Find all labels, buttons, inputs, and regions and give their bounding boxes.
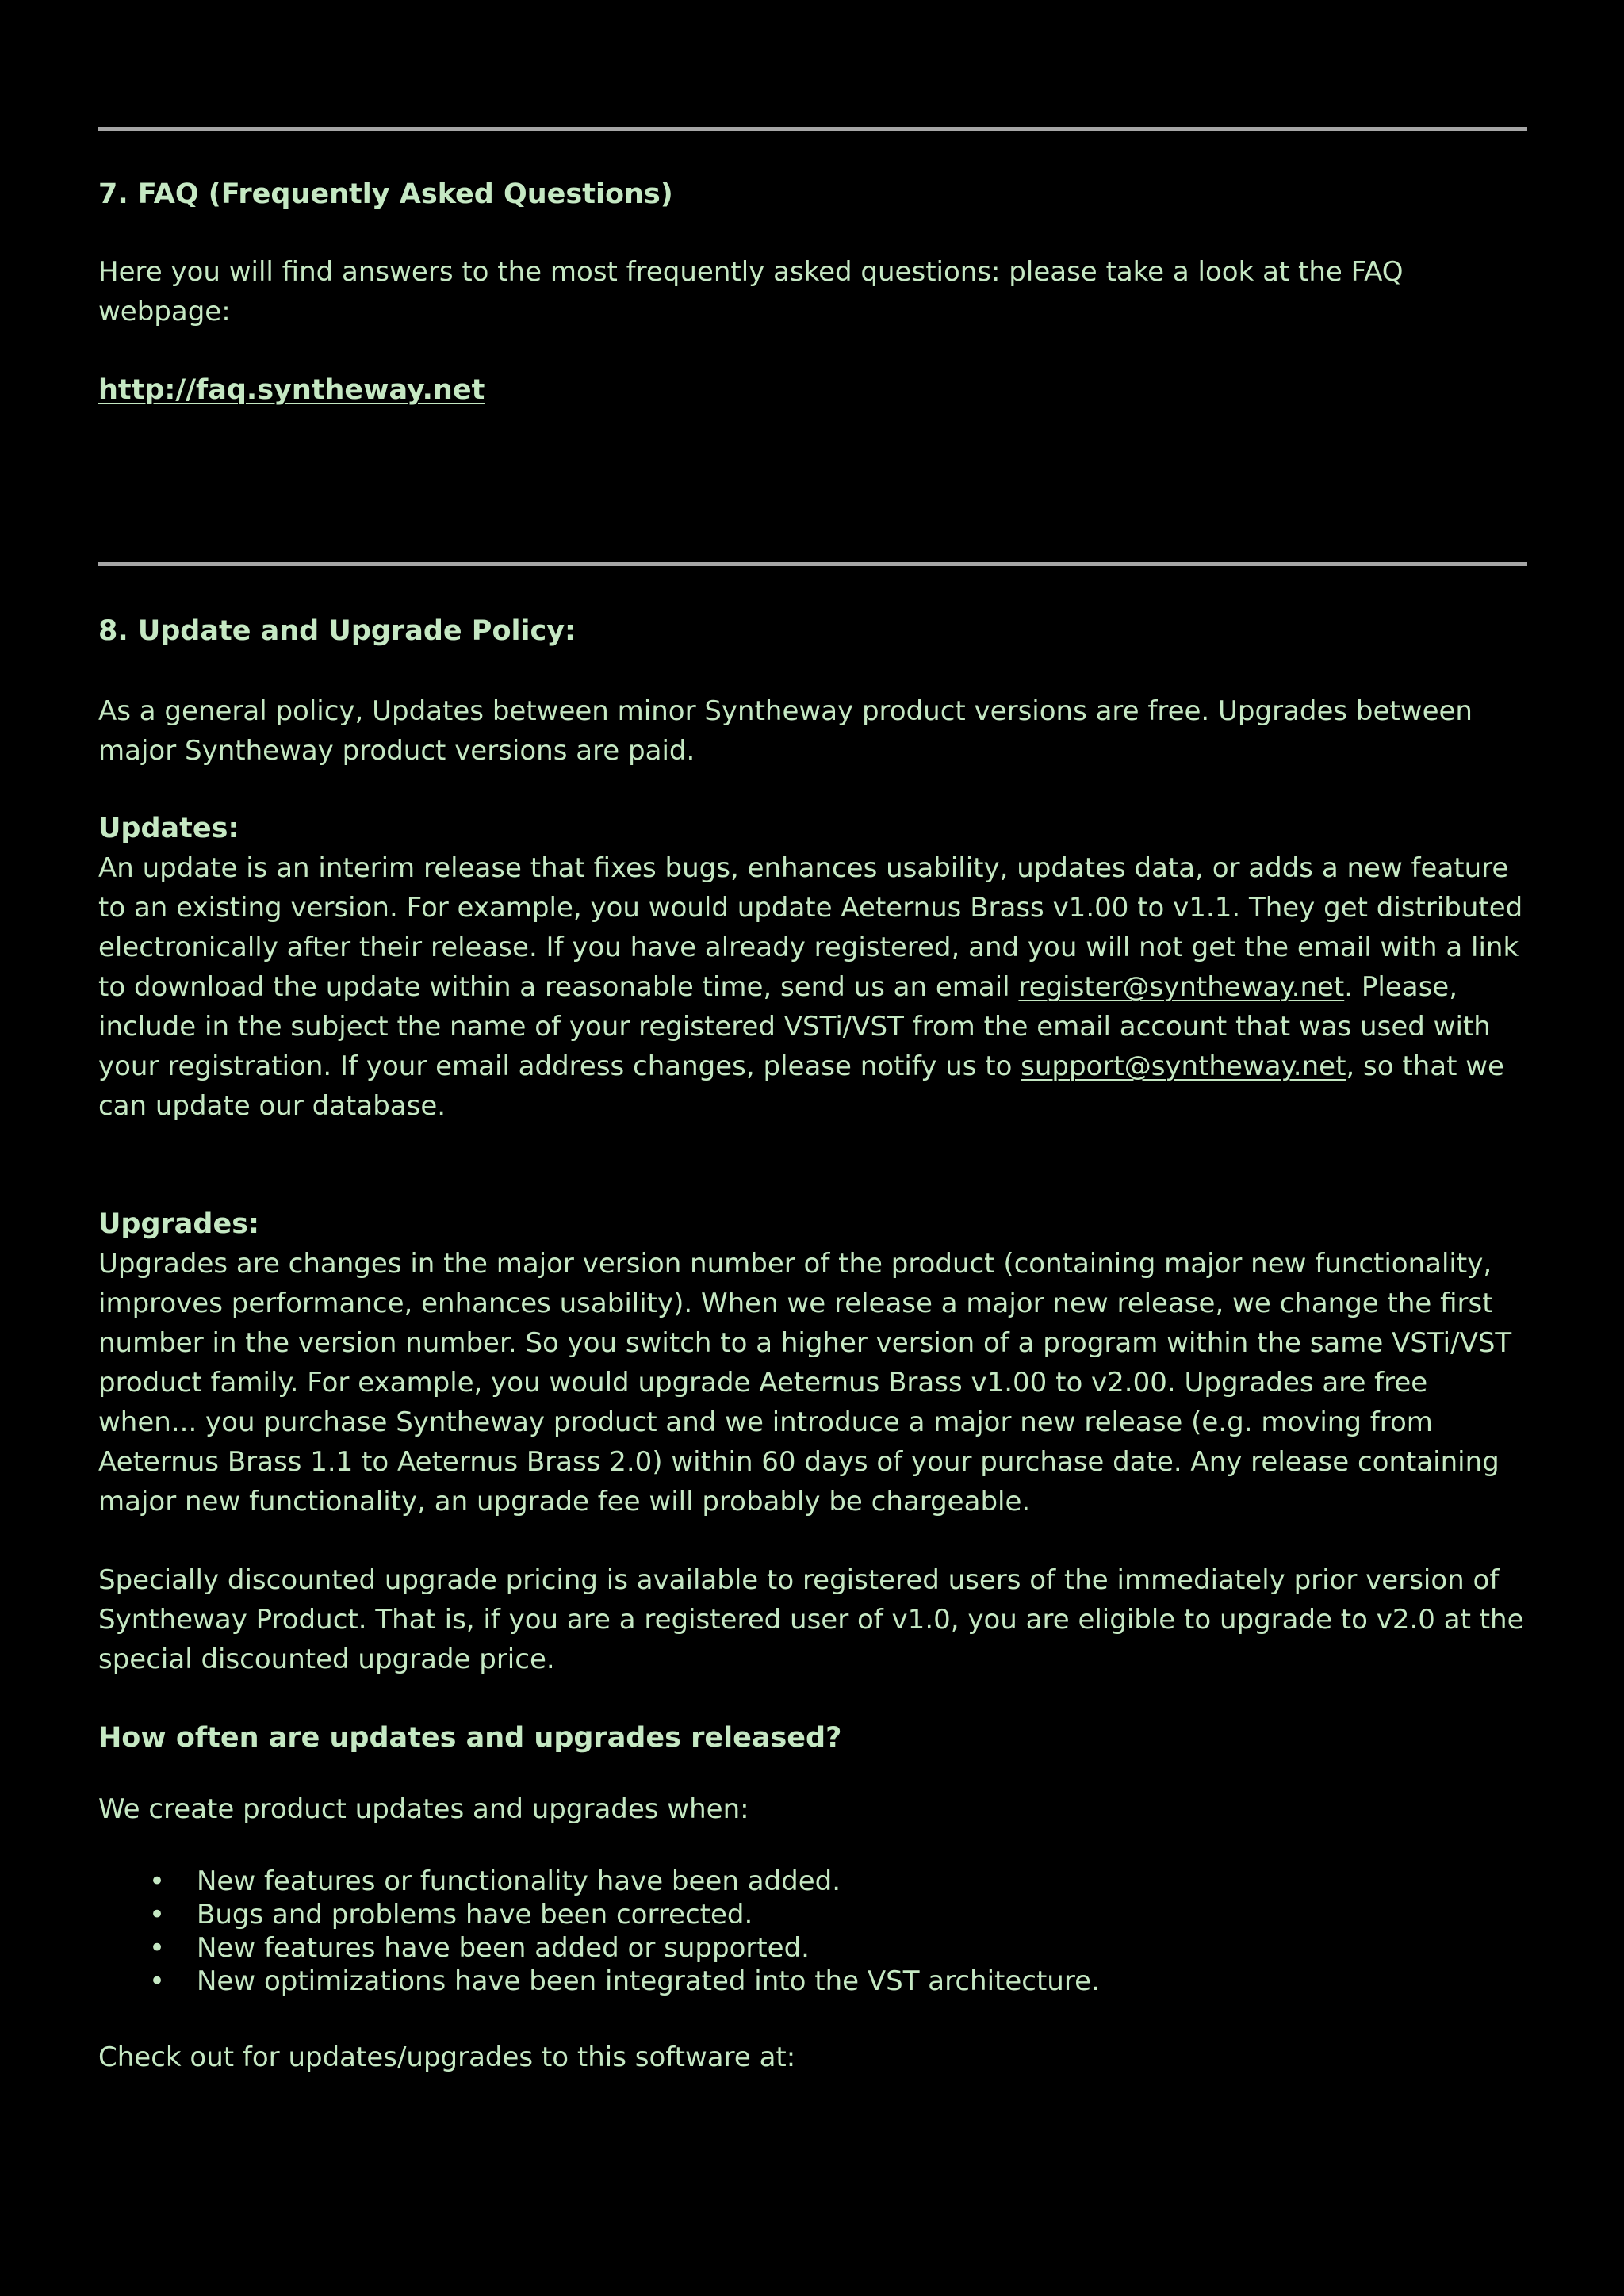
bullet-icon: • (149, 1899, 166, 1931)
support-email-link[interactable]: support@syntheway.net (1021, 1050, 1346, 1082)
frequency-heading: How often are updates and upgrades released? (98, 1722, 842, 1754)
list-item (98, 1865, 1527, 1898)
section-divider-top (98, 127, 1527, 131)
updates-text-part-2: . Please, include in the subject the name of your registered VSTi/VST from the email account that was used with your registration. If your email address changes, please notify us to (98, 971, 1491, 1082)
faq-heading: 7. FAQ (Frequently Asked Questions) (98, 178, 673, 210)
list-item-text: Bugs and problems have been corrected. (197, 1899, 753, 1931)
upgrades-heading: Upgrades: (98, 1208, 260, 1240)
bullet-icon: • (149, 1866, 166, 1897)
updates-heading: Updates: (98, 813, 239, 844)
list-item (98, 1931, 1527, 1965)
check-out-text: Check out for updates/upgrades to this software at: (98, 2042, 796, 2073)
list-item (98, 1965, 1527, 1998)
policy-heading: 8. Update and Upgrade Policy: (98, 615, 576, 647)
bullet-list (98, 1865, 1527, 1998)
list-item-text: New features or functionality have been added. (197, 1866, 841, 1897)
updates-text (98, 848, 1527, 1126)
faq-link[interactable]: http://faq.syntheway.net (98, 374, 485, 406)
list-item-text: New features have been added or supported. (197, 1932, 810, 1964)
frequency-intro: We create product updates and upgrades when: (98, 1793, 749, 1825)
upgrades-text: Upgrades are changes in the major version number of the product (containing major new functionality, improves performance, enhances usability). When we release a major new release, we change the first number in the version number. So you switch to a higher version of a program within the same VSTi/VST product family. For example, you would upgrade Aeternus Brass v1.00 to v2.00. Upgrades are free when... you purchase Syntheway product and we introduce a major new release (e.g. moving from Aeternus Brass 1.1 to Aeternus Brass 2.0) within 60 days of your purchase date. Any release containing major new functionality, an upgrade fee will probably be chargeable. (98, 1248, 1512, 1517)
list-item (98, 1898, 1527, 1931)
updates-text-part-3: , so that we can update our database. (98, 1050, 1504, 1122)
discount-text: Specially discounted upgrade pricing is available to registered users of the immediately prior version of Syntheway Product. That is, if you are a registered user of v1.0, you are eligible to upgrade to v2.0 at the special discounted upgrade price. (98, 1564, 1524, 1675)
faq-url[interactable] (98, 370, 1527, 410)
section-divider-policy (98, 562, 1527, 566)
bullet-icon: • (149, 1965, 166, 1997)
register-email-link[interactable]: register@syntheway.net (1018, 971, 1345, 1003)
bullet-icon: • (149, 1932, 166, 1964)
updates-text-part-1: An update is an interim release that fixes bugs, enhances usability, updates data, or adds a new feature to an existing version. For example, you would update Aeternus Brass v1.00 to v1.1. They get distributed electronically after their release. If you have already registered, and you will not get the email with a link to download the update within a reasonable time, send us an email (98, 852, 1523, 1003)
list-item-text: New optimizations have been integrated into the VST architecture. (197, 1965, 1100, 1997)
policy-intro: As a general policy, Updates between minor Syntheway product versions are free. Upgrades between major Syntheway product versions are paid. (98, 695, 1473, 767)
faq-intro: Here you will find answers to the most frequently asked questions: please take a look at the FAQ webpage: (98, 256, 1404, 327)
release-reasons-list (98, 1865, 1527, 1998)
